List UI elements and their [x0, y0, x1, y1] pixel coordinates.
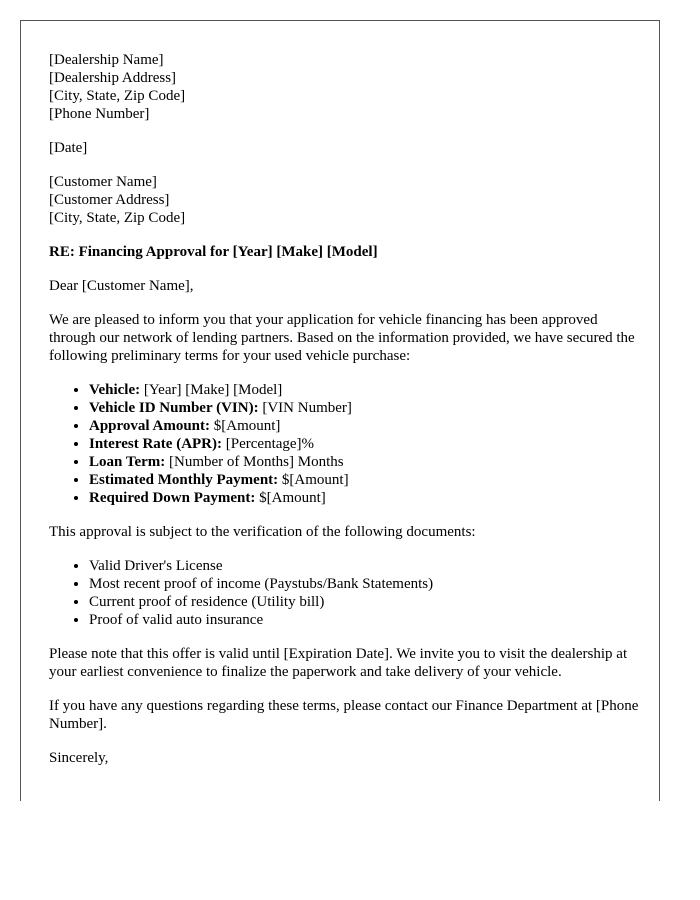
term-value: $[Amount] [255, 490, 326, 506]
term-value: $[Amount] [278, 472, 349, 488]
list-item [89, 435, 639, 453]
term-label: Approval Amount: [89, 418, 210, 434]
letter-date: [Date] [49, 140, 88, 156]
term-value: $[Amount] [210, 418, 281, 434]
intro-paragraph: We are pleased to inform you that your application for vehicle financing has been approved through our network of lending partners. Based on the information provided, we have secured the following preliminary terms for your used vehicle purchase: [49, 312, 635, 364]
list-item [89, 471, 639, 489]
list-item: • Proof of valid auto insurance [89, 611, 639, 629]
customer-address-block [49, 173, 639, 227]
dealership-city-state-zip: [City, State, Zip Code] [49, 88, 186, 104]
letter-page [20, 20, 660, 801]
term-value: [Number of Months] Months [165, 454, 344, 470]
term-label: Estimated Monthly Payment: [89, 472, 279, 488]
salutation: Dear [Customer Name], [49, 278, 194, 294]
dealership-address-block [49, 51, 639, 123]
letter-content [49, 51, 639, 783]
documents-list [49, 557, 639, 629]
term-label: Vehicle: [89, 382, 141, 398]
term-value: [Percentage]% [222, 436, 315, 452]
dealership-address: [Dealership Address] [49, 70, 177, 86]
list-item [89, 399, 639, 417]
validity-paragraph: Please note that this offer is valid until [Expiration Date]. We invite you to visit the dealership at your earliest convenience to finalize the paperwork and take delivery of your vehicle. [49, 646, 628, 680]
customer-address: [Customer Address] [49, 192, 170, 208]
list-item: • Valid Driver's License [89, 557, 639, 575]
term-value: [VIN Number] [258, 400, 352, 416]
list-item [89, 489, 639, 507]
term-label: Vehicle ID Number (VIN): [89, 400, 259, 416]
list-item [89, 381, 639, 399]
term-label: Loan Term: [89, 454, 166, 470]
closing: Sincerely, [49, 750, 109, 766]
date-block [49, 139, 639, 157]
dealership-phone: [Phone Number] [49, 106, 150, 122]
list-item [89, 417, 639, 435]
term-label: Required Down Payment: [89, 490, 256, 506]
term-label: Interest Rate (APR): [89, 436, 223, 452]
list-item: • Most recent proof of income (Paystubs/Bank Statements) [89, 575, 639, 593]
questions-paragraph: If you have any questions regarding these terms, please contact our Finance Department at [Phone Number]. [49, 698, 639, 732]
list-item: • Current proof of residence (Utility bill) [89, 593, 639, 611]
customer-name: [Customer Name] [49, 174, 157, 190]
dealership-name: [Dealership Name] [49, 52, 164, 68]
customer-city-state-zip: [City, State, Zip Code] [49, 210, 186, 226]
terms-list [49, 381, 639, 507]
documents-intro: This approval is subject to the verification of the following documents: [49, 524, 476, 540]
term-value: [Year] [Make] [Model] [140, 382, 283, 398]
list-item [89, 453, 639, 471]
subject-line: RE: Financing Approval for [Year] [Make] [Model] [49, 244, 378, 260]
